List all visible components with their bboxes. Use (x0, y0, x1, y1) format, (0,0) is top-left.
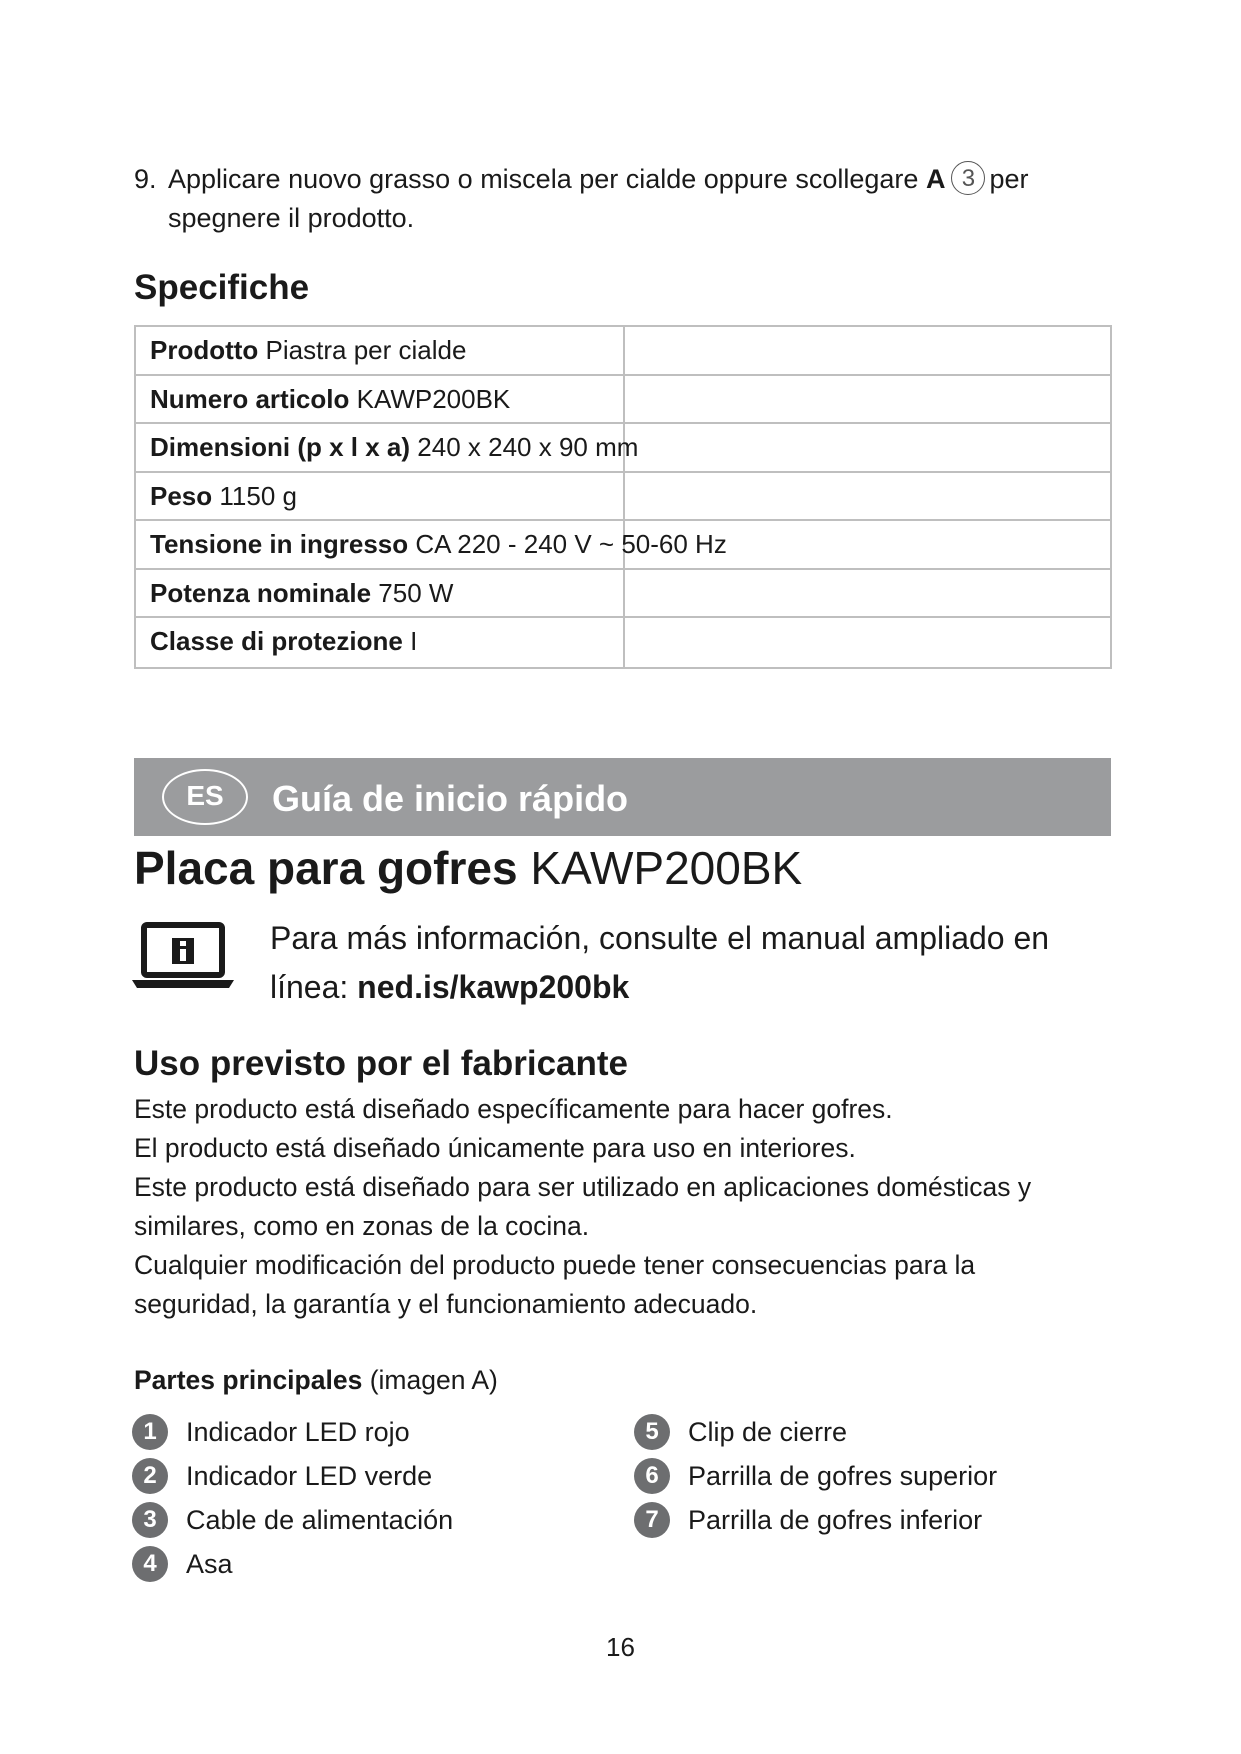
language-section-bar (134, 758, 1111, 836)
number-badge-icon: 5 (634, 1414, 670, 1450)
spec-label: Potenza nominale (150, 577, 372, 608)
parts-title-bold: Partes principales (134, 1365, 363, 1395)
language-badge: ES (162, 769, 248, 825)
specs-heading: Specifiche (134, 268, 310, 307)
part-label: Clip de cierre (688, 1417, 848, 1447)
intended-use-paragraph: El producto está diseñado únicamente para uso en interiores. (134, 1133, 856, 1163)
spec-label: Numero articolo (150, 383, 350, 414)
product-name: Placa para gofres (134, 842, 518, 894)
spec-row (136, 424, 1110, 473)
step-text-before: Applicare nuovo grasso o miscela per cialde oppure scollegare (168, 164, 919, 194)
part-item (132, 1498, 453, 1542)
spec-value: 750 W (378, 577, 454, 608)
intended-use-paragraph: Cualquier modificación del producto puede tener consecuencias para la seguridad, la garantía y el funcionamiento adecuado. (134, 1250, 976, 1319)
spec-row (136, 376, 1110, 425)
parts-title-rest: (imagen A) (369, 1365, 498, 1395)
step-text (168, 160, 1094, 238)
part-item (634, 1454, 997, 1498)
spec-value: CA 220 - 240 V ~ 50-60 Hz (415, 529, 727, 559)
part-item (132, 1410, 453, 1454)
part-label: Indicador LED rojo (186, 1417, 410, 1447)
step-9 (134, 160, 1094, 238)
intended-use-heading: Uso previsto por el fabricante (134, 1044, 629, 1083)
intended-use-body (134, 1090, 1094, 1324)
part-label: Asa (186, 1549, 233, 1579)
part-label: Parrilla de gofres inferior (688, 1505, 983, 1535)
part-item (634, 1498, 997, 1542)
spec-value: Piastra per cialde (265, 335, 467, 365)
spec-label: Tensione in ingresso (150, 529, 409, 559)
parts-list-left (132, 1410, 453, 1586)
intended-use-paragraph: Este producto está diseñado para ser utilizado en aplicaciones domésticas y similares, como en zonas de la cocina. (134, 1172, 1032, 1241)
manual-link[interactable]: ned.is/kawp200bk (357, 969, 630, 1005)
spec-row (136, 473, 1110, 522)
spec-value: 1150 g (219, 480, 297, 511)
product-model: KAWP200BK (530, 842, 803, 894)
spec-label: Classe di protezione (150, 626, 403, 656)
product-title (134, 838, 802, 898)
part-label: Indicador LED verde (186, 1461, 433, 1491)
part-item (132, 1454, 453, 1498)
part-label: Cable de alimentación (186, 1505, 454, 1535)
spec-row (136, 570, 1110, 619)
parts-list-right (634, 1410, 997, 1542)
step-bold-ref: A (925, 164, 946, 194)
step-number: 9. (134, 164, 157, 194)
number-badge-icon: 6 (634, 1458, 670, 1494)
column-divider (623, 473, 625, 520)
parts-title (134, 1362, 498, 1398)
step-text-after: per spegnere il prodotto. (168, 164, 1029, 233)
number-badge-icon: 3 (132, 1502, 168, 1538)
spec-value: I (410, 626, 418, 656)
specs-table (134, 325, 1112, 669)
number-badge-icon: 4 (132, 1546, 168, 1582)
spec-label: Peso (150, 480, 213, 511)
page-number: 16 (606, 1632, 635, 1662)
spec-row (136, 521, 1110, 570)
column-divider (623, 618, 625, 667)
number-badge-icon: 2 (132, 1458, 168, 1494)
part-item (634, 1410, 997, 1454)
part-item (132, 1542, 453, 1586)
info-text (270, 914, 1130, 1012)
spec-row (136, 618, 1110, 667)
spec-value: 240 x 240 x 90 mm (417, 432, 639, 462)
laptop-info-icon (132, 920, 234, 992)
section-bar-title: Guía de inicio rápido (272, 778, 629, 819)
intended-use-paragraph: Este producto está diseñado específicamente para hacer gofres. (134, 1094, 893, 1124)
callout-number-icon: 3 (951, 161, 985, 195)
spec-label: Dimensioni (p x l x a) (150, 432, 411, 462)
spec-row (136, 327, 1110, 376)
number-badge-icon: 1 (132, 1414, 168, 1450)
spec-label: Prodotto (150, 335, 259, 365)
column-divider (623, 376, 625, 423)
number-badge-icon: 7 (634, 1502, 670, 1538)
part-label: Parrilla de gofres superior (688, 1461, 998, 1491)
column-divider (623, 570, 625, 617)
spec-value: KAWP200BK (356, 383, 511, 414)
info-message: Para más información, consulte el manual ampliado en línea: (270, 920, 1050, 1005)
column-divider (623, 327, 625, 374)
